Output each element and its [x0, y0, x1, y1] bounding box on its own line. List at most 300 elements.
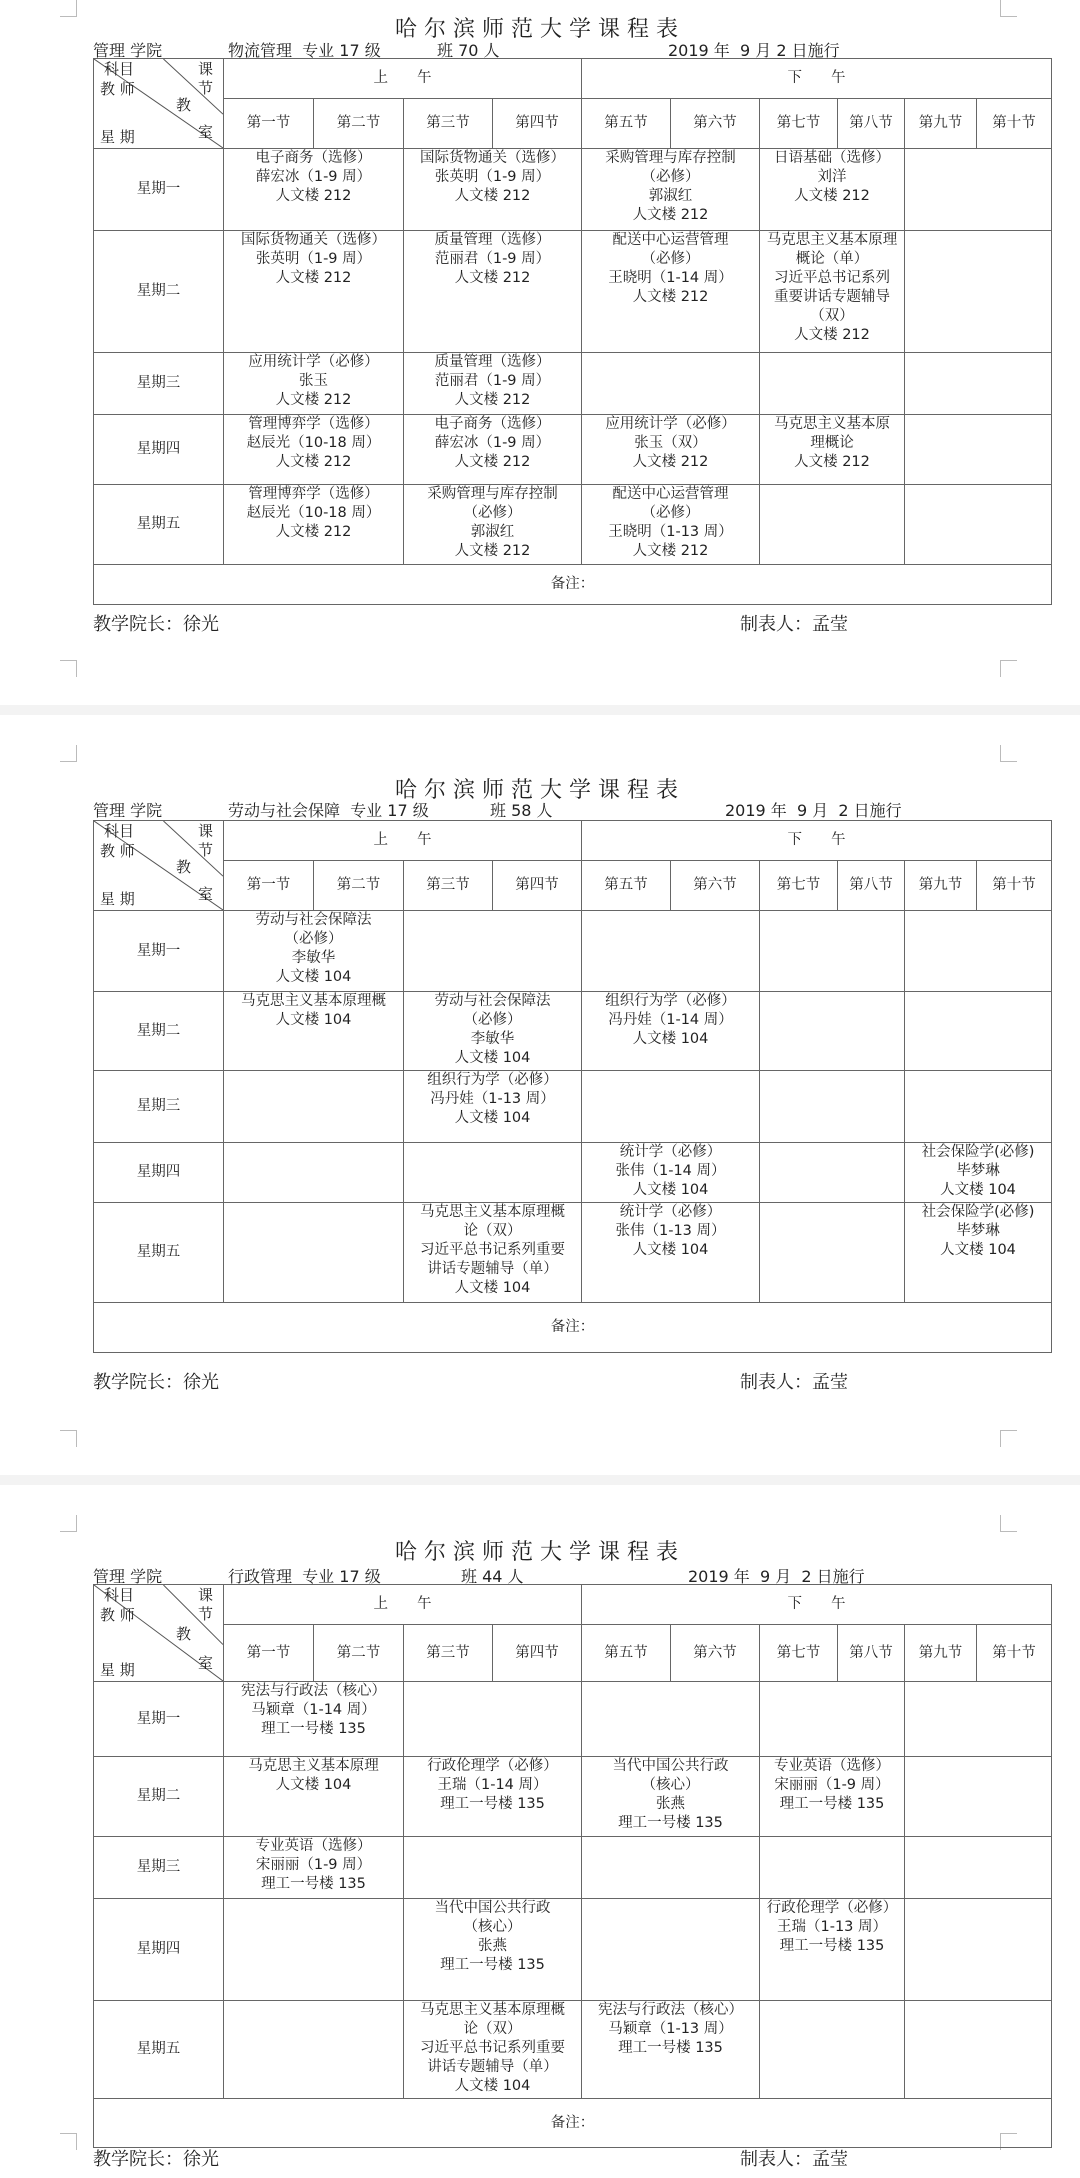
course-line: 讲话专题辅导（单） [427, 1261, 558, 1277]
weekday-label: 星期三 [94, 1837, 224, 1899]
period-header: 第一节 [224, 99, 314, 149]
course-cell [582, 1757, 760, 1837]
course-cell [760, 1203, 905, 1303]
course-line: 电子商务（选修） [434, 416, 551, 432]
day-row [94, 353, 1052, 415]
period-row [94, 1625, 1052, 1682]
course-line: 统计学（必修） [619, 1144, 722, 1160]
period-header: 第九节 [905, 99, 977, 149]
course-cell [582, 2001, 760, 2099]
course-cell [224, 149, 404, 231]
course-line: 人文楼 212 [632, 289, 709, 305]
course-line: （必修） [641, 251, 700, 267]
course-line: 范丽君（1-9 周） [434, 373, 551, 389]
course-line: 习近平总书记系列重要 [420, 2040, 565, 2056]
course-line: 范丽君（1-9 周） [434, 251, 551, 267]
corner-label: 节 [198, 1605, 214, 1623]
crop-mark [60, 1515, 77, 1532]
course-cell [582, 1203, 760, 1303]
course-cell [760, 485, 905, 565]
course-cell [582, 1071, 760, 1143]
period-header: 第六节 [671, 1625, 760, 1682]
course-line: 习近平总书记系列重要 [420, 1242, 565, 1258]
day-row [94, 1837, 1052, 1899]
period-header: 第十节 [977, 861, 1052, 911]
course-cell [905, 911, 1052, 992]
day-row [94, 1203, 1052, 1303]
corner-header [94, 821, 224, 911]
effective-date: 2019 年 9 月 2 日施行 [688, 1567, 865, 1586]
morning-header: 上 午 [224, 59, 582, 99]
course-cell [404, 353, 582, 415]
crop-mark [1000, 745, 1017, 762]
course-cell [905, 1837, 1052, 1899]
course-cell [760, 1837, 905, 1899]
corner-label: 课 [198, 822, 214, 840]
course-line: 理工一号楼 135 [440, 1957, 545, 1973]
course-cell [404, 1899, 582, 2001]
course-line: （核心） [463, 1919, 522, 1935]
weekday-label: 星期二 [94, 992, 224, 1071]
course-line: 国际货物通关（选修） [241, 232, 386, 248]
course-line: 论（双） [463, 2021, 522, 2037]
period-header: 第三节 [404, 861, 493, 911]
period-header: 第四节 [493, 1625, 582, 1682]
course-cell [224, 992, 404, 1071]
course-cell [582, 231, 760, 353]
course-cell [224, 1071, 404, 1143]
course-cell [582, 1837, 760, 1899]
remark-label: 备注： [94, 1303, 1052, 1353]
course-cell [404, 415, 582, 485]
course-line: 人文楼 104 [275, 969, 352, 985]
course-cell [404, 231, 582, 353]
weekday-label: 星期二 [94, 231, 224, 353]
course-line: 王瑞（1-13 周） [776, 1919, 888, 1935]
period-header: 第一节 [224, 1625, 314, 1682]
day-row [94, 1071, 1052, 1143]
course-line: 冯丹娃（1-13 周） [430, 1091, 555, 1107]
course-line: 马克思主义基本原理 [766, 232, 898, 248]
course-cell [760, 2001, 905, 2099]
period-header: 第七节 [760, 861, 838, 911]
period-header: 第四节 [493, 99, 582, 149]
class-size: 班 44 人 [461, 1567, 524, 1586]
course-cell [224, 1143, 404, 1203]
corner-header [94, 59, 224, 149]
period-header: 第六节 [671, 99, 760, 149]
course-cell [905, 231, 1052, 353]
course-cell [224, 231, 404, 353]
weekday-label: 星期三 [94, 353, 224, 415]
course-line: 人文楼 212 [454, 188, 531, 204]
weekday-label: 星期一 [94, 149, 224, 231]
course-cell [404, 149, 582, 231]
course-line: 张英明（1-9 周） [434, 169, 551, 185]
course-cell [905, 1899, 1052, 2001]
course-line: （核心） [641, 1777, 700, 1793]
corner-label: 科目 [104, 1586, 135, 1604]
weekday-label: 星期四 [94, 1143, 224, 1203]
course-line: 宋丽丽（1-9 周） [774, 1777, 890, 1793]
course-line: 人文楼 212 [794, 454, 870, 470]
period-header: 第十节 [977, 99, 1052, 149]
course-line: 管理博弈学（选修） [248, 486, 379, 502]
course-cell [582, 485, 760, 565]
corner-label: 教 师 [100, 842, 135, 860]
course-line: 质量管理（选修） [434, 354, 551, 370]
course-line: 毕梦琳 [956, 1223, 1000, 1239]
course-line: 人文楼 212 [275, 392, 352, 408]
course-line: 专业英语（选修） [255, 1838, 372, 1854]
course-cell [760, 911, 905, 992]
period-header: 第八节 [838, 1625, 905, 1682]
course-line: 电子商务（选修） [255, 150, 372, 166]
course-line: 人文楼 212 [454, 270, 531, 286]
course-line: 张玉 [299, 373, 328, 389]
course-cell [760, 353, 905, 415]
period-header: 第二节 [314, 1625, 404, 1682]
effective-date: 2019 年 9 月 2 日施行 [725, 801, 902, 820]
course-cell [224, 1757, 404, 1837]
period-header: 第六节 [671, 861, 760, 911]
weekday-label: 星期五 [94, 1203, 224, 1303]
course-line: 理工一号楼 135 [779, 1796, 885, 1812]
course-line: （必修） [641, 169, 700, 185]
corner-label: 教 师 [100, 80, 135, 98]
course-line: 人文楼 104 [454, 1280, 531, 1296]
course-line: 赵辰光（10-18 周） [246, 505, 381, 521]
course-line: 人文楼 212 [632, 207, 709, 223]
effective-date: 2019 年 9 月 2 日施行 [668, 41, 840, 60]
corner-header [94, 1585, 224, 1682]
course-cell [224, 1899, 404, 2001]
course-line: （必修） [463, 1012, 522, 1028]
course-line: 理工一号楼 135 [779, 1938, 885, 1954]
period-header: 第九节 [905, 861, 977, 911]
course-line: 宪法与行政法（核心） [598, 2002, 743, 2018]
period-row [94, 99, 1052, 149]
course-line: 马克思主义基本原理概 [241, 993, 386, 1009]
corner-label: 科目 [104, 60, 135, 78]
course-cell [582, 353, 760, 415]
day-row [94, 1143, 1052, 1203]
course-line: 配送中心运营管理 [612, 232, 729, 248]
course-line: 人文楼 212 [454, 454, 531, 470]
course-cell [224, 485, 404, 565]
course-line: 配送中心运营管理 [612, 486, 729, 502]
course-line: 人文楼 104 [275, 1777, 352, 1793]
course-line: 劳动与社会保障法 [434, 993, 551, 1009]
course-cell [905, 2001, 1052, 2099]
course-line: 习近平总书记系列 [774, 270, 890, 286]
course-line: 张伟（1-13 周） [615, 1223, 726, 1239]
day-row [94, 485, 1052, 565]
course-line: 郭淑红 [470, 524, 515, 540]
afternoon-header: 下 午 [582, 821, 1052, 861]
course-line: 王晓明（1-14 周） [608, 270, 733, 286]
crop-mark [60, 660, 77, 677]
course-cell [905, 149, 1052, 231]
day-row [94, 992, 1052, 1071]
crop-mark [60, 1430, 77, 1447]
header-row [94, 59, 1052, 99]
course-line: 宪法与行政法（核心） [241, 1683, 386, 1699]
course-line: 薛宏冰（1-9 周） [255, 169, 372, 185]
dean-signature: 教学院长：徐光 [93, 1372, 219, 1393]
course-cell [404, 1682, 582, 1757]
weekday-label: 星期五 [94, 485, 224, 565]
header-row [94, 1585, 1052, 1625]
course-line: 组织行为学（必修） [605, 993, 736, 1009]
day-row [94, 1757, 1052, 1837]
dean-signature: 教学院长：徐光 [93, 614, 219, 635]
afternoon-header: 下 午 [582, 1585, 1052, 1625]
corner-label: 教 师 [100, 1606, 135, 1624]
corner-label: 课 [198, 60, 214, 78]
course-cell [404, 1143, 582, 1203]
remark-row [94, 565, 1052, 605]
course-line: 人文楼 212 [454, 392, 531, 408]
course-line: 理工一号楼 135 [261, 1721, 366, 1737]
course-line: 赵辰光（10-18 周） [246, 435, 381, 451]
course-line: 概论（单） [795, 251, 869, 267]
course-line: 论（双） [463, 1223, 522, 1239]
morning-header: 上 午 [224, 1585, 582, 1625]
major-label: 劳动与社会保障 专业 17 级 [228, 801, 429, 820]
period-row [94, 861, 1052, 911]
course-line: 人文楼 212 [454, 543, 531, 559]
course-cell [905, 485, 1052, 565]
major-label: 行政管理 专业 17 级 [228, 1567, 381, 1586]
course-line: 人文楼 212 [632, 543, 709, 559]
course-line: 当代中国公共行政 [612, 1758, 729, 1774]
course-line: 毕梦琳 [956, 1163, 1000, 1179]
period-header: 第七节 [760, 99, 838, 149]
course-cell [582, 1143, 760, 1203]
course-line: 人文楼 212 [275, 270, 352, 286]
day-row [94, 2001, 1052, 2099]
schedule-table [93, 820, 1052, 1353]
course-cell [404, 1757, 582, 1837]
course-line: 李敏华 [291, 950, 336, 966]
crop-mark [1000, 1515, 1017, 1532]
course-line: 当代中国公共行政 [434, 1900, 551, 1916]
course-cell [224, 1682, 404, 1757]
course-line: 社会保险学(必修) [921, 1204, 1035, 1220]
course-line: （双） [810, 308, 854, 324]
course-cell [760, 992, 905, 1071]
major-label: 物流管理 专业 17 级 [228, 41, 381, 60]
course-line: 人文楼 212 [632, 454, 709, 470]
course-line: 人文楼 212 [794, 188, 870, 204]
course-cell [224, 353, 404, 415]
course-line: 统计学（必修） [619, 1204, 722, 1220]
course-cell [224, 1837, 404, 1899]
remark-label: 备注： [94, 2099, 1052, 2148]
header-row [94, 821, 1052, 861]
period-header: 第五节 [582, 99, 671, 149]
class-size: 班 70 人 [437, 41, 500, 60]
course-cell [760, 1682, 905, 1757]
course-line: 张燕 [478, 1938, 507, 1954]
weekday-label: 星期三 [94, 1071, 224, 1143]
course-line: 人文楼 104 [454, 1110, 531, 1126]
course-line: 马颖章（1-14 周） [251, 1702, 376, 1718]
schedule-table [93, 1584, 1052, 2148]
schedule-title: 哈尔滨师范大学课程表 [394, 1540, 685, 1565]
course-line: 理工一号楼 135 [440, 1796, 545, 1812]
course-line: 理工一号楼 135 [261, 1876, 366, 1892]
morning-header: 上 午 [224, 821, 582, 861]
day-row [94, 149, 1052, 231]
day-row [94, 415, 1052, 485]
period-header: 第七节 [760, 1625, 838, 1682]
corner-label: 教 [176, 1624, 192, 1643]
remark-row [94, 1303, 1052, 1353]
course-line: 行政伦理学（必修） [427, 1758, 558, 1774]
dean-signature: 教学院长：徐光 [93, 2149, 219, 2170]
corner-label: 节 [198, 79, 214, 97]
course-line: 人文楼 104 [940, 1242, 1016, 1258]
corner-label: 星 期 [100, 128, 135, 146]
course-line: 质量管理（选修） [434, 232, 551, 248]
course-cell [760, 1899, 905, 2001]
period-header: 第二节 [314, 99, 404, 149]
afternoon-header: 下 午 [582, 59, 1052, 99]
crop-mark [1000, 660, 1017, 677]
course-line: 刘洋 [817, 169, 847, 185]
schedule-title: 哈尔滨师范大学课程表 [394, 778, 685, 803]
period-header: 第二节 [314, 861, 404, 911]
course-line: 人文楼 104 [940, 1182, 1016, 1198]
course-cell [582, 415, 760, 485]
crop-mark [60, 2133, 77, 2150]
course-line: 人文楼 104 [632, 1031, 709, 1047]
course-line: 人文楼 104 [275, 1012, 352, 1028]
period-header: 第十节 [977, 1625, 1052, 1682]
course-line: 马克思主义基本原理概 [420, 1204, 565, 1220]
course-line: 薛宏冰（1-9 周） [434, 435, 551, 451]
course-line: 人文楼 104 [632, 1182, 709, 1198]
course-cell [224, 911, 404, 992]
schedule-table [93, 58, 1052, 605]
course-cell [905, 415, 1052, 485]
course-cell [404, 485, 582, 565]
corner-label: 科目 [104, 822, 135, 840]
course-line: 宋丽丽（1-9 周） [255, 1857, 372, 1873]
college-label: 管理 学院 [93, 801, 163, 820]
course-cell [905, 1757, 1052, 1837]
college-label: 管理 学院 [93, 41, 163, 60]
weekday-label: 星期五 [94, 2001, 224, 2099]
remark-row [94, 2099, 1052, 2148]
course-cell [404, 2001, 582, 2099]
course-cell [760, 149, 905, 231]
period-header: 第一节 [224, 861, 314, 911]
course-line: 张伟（1-14 周） [615, 1163, 726, 1179]
course-line: 劳动与社会保障法 [255, 912, 372, 928]
period-header: 第三节 [404, 1625, 493, 1682]
course-cell [905, 1203, 1052, 1303]
corner-label: 室 [198, 1653, 214, 1672]
weekday-label: 星期一 [94, 1682, 224, 1757]
corner-label: 室 [198, 884, 214, 903]
course-line: 采购管理与库存控制 [605, 150, 736, 166]
course-line: 李敏华 [470, 1031, 515, 1047]
course-cell [905, 1071, 1052, 1143]
course-cell [404, 1837, 582, 1899]
class-size: 班 58 人 [490, 801, 553, 820]
course-line: 郭淑红 [648, 188, 693, 204]
course-line: 采购管理与库存控制 [427, 486, 558, 502]
weekday-label: 星期一 [94, 911, 224, 992]
weekday-label: 星期四 [94, 415, 224, 485]
course-line: （必修） [284, 931, 343, 947]
course-cell [404, 992, 582, 1071]
course-cell [582, 911, 760, 992]
corner-label: 室 [198, 122, 214, 141]
course-cell [582, 1682, 760, 1757]
course-line: （必修） [463, 505, 522, 521]
course-line: 理工一号楼 135 [618, 1815, 723, 1831]
course-line: 人文楼 212 [275, 454, 352, 470]
course-line: 马克思主义基本原 [774, 416, 890, 432]
course-cell [404, 911, 582, 992]
corner-label: 课 [198, 1586, 214, 1604]
course-line: 冯丹娃（1-14 周） [608, 1012, 733, 1028]
corner-label: 教 [176, 95, 192, 114]
maker-signature: 制表人：孟莹 [740, 2149, 848, 2170]
course-cell [404, 1071, 582, 1143]
course-cell [760, 415, 905, 485]
period-header: 第九节 [905, 1625, 977, 1682]
corner-label: 节 [198, 841, 214, 859]
course-cell [760, 231, 905, 353]
course-line: 人文楼 212 [275, 188, 352, 204]
course-line: 应用统计学（必修） [605, 416, 736, 432]
day-row [94, 911, 1052, 992]
course-cell [905, 1682, 1052, 1757]
corner-label: 教 [176, 857, 192, 876]
course-cell [582, 149, 760, 231]
period-header: 第八节 [838, 861, 905, 911]
course-cell [224, 415, 404, 485]
period-header: 第三节 [404, 99, 493, 149]
course-line: 张英明（1-9 周） [255, 251, 372, 267]
course-line: 专业英语（选修） [774, 1758, 890, 1774]
period-header: 第五节 [582, 1625, 671, 1682]
course-line: 人文楼 212 [275, 524, 352, 540]
course-line: 理概论 [810, 435, 854, 451]
course-line: 张玉（双） [634, 435, 707, 451]
period-header: 第四节 [493, 861, 582, 911]
course-line: 应用统计学（必修） [248, 354, 379, 370]
course-cell [905, 353, 1052, 415]
day-row [94, 1682, 1052, 1757]
course-line: 重要讲话专题辅导 [774, 289, 890, 305]
day-row [94, 231, 1052, 353]
crop-mark [1000, 1430, 1017, 1447]
course-line: 王晓明（1-13 周） [608, 524, 733, 540]
day-row [94, 1899, 1052, 2001]
weekday-label: 星期二 [94, 1757, 224, 1837]
crop-mark [60, 745, 77, 762]
maker-signature: 制表人：孟莹 [740, 614, 848, 635]
course-line: 理工一号楼 135 [618, 2040, 723, 2056]
course-line: 马克思主义基本原理概 [420, 2002, 565, 2018]
schedule-title: 哈尔滨师范大学课程表 [394, 17, 685, 42]
